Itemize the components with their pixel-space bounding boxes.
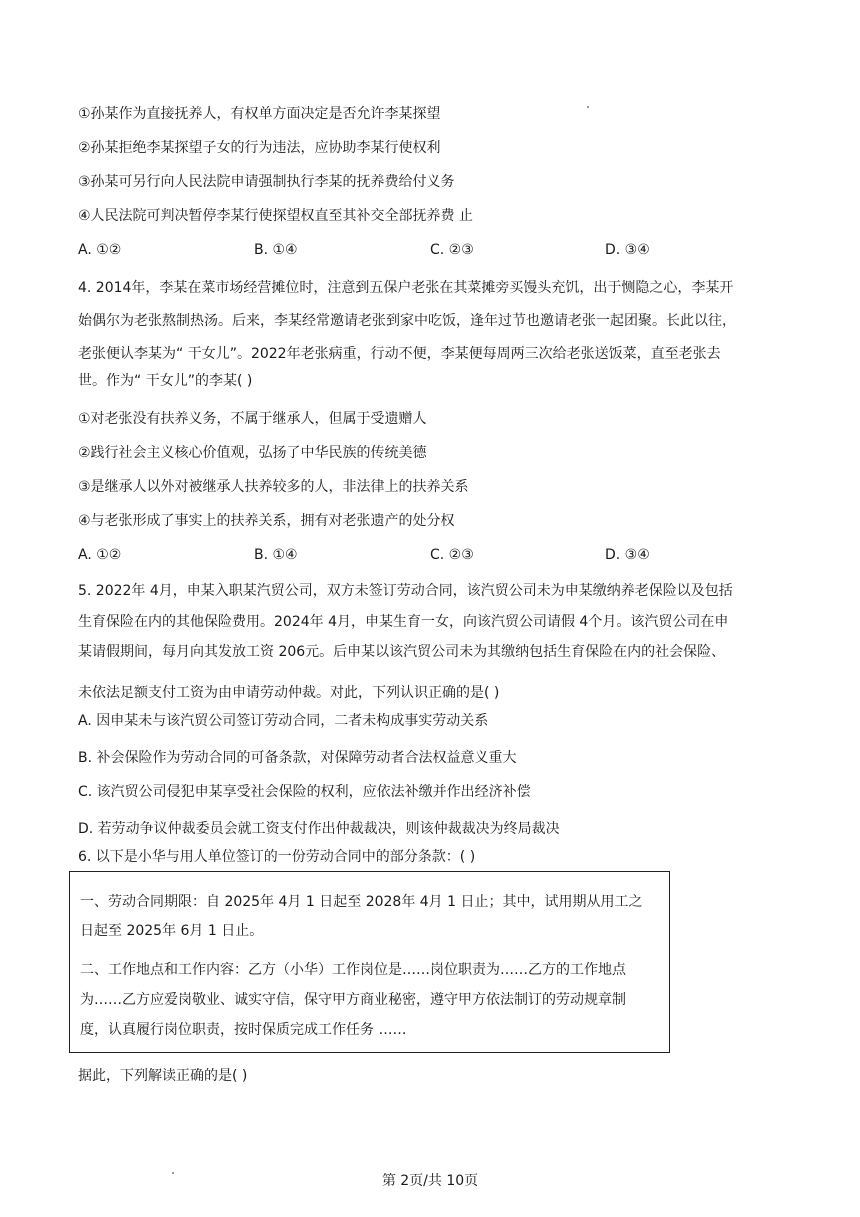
q6-stem: 6. 以下是小华与用人单位签订的一份劳动合同中的部分条款：( )	[78, 849, 476, 865]
q4-stem-line-2: 始偶尔为老张熬制热汤。后来，李某经常邀请老张到家中吃饭，逢年过节也邀请老张一起团聚。长此以往，	[78, 313, 736, 329]
contract-clause-2-line-3: 度，认真履行岗位职责，按时保质完成工作任务 ……	[80, 1022, 407, 1038]
q4-option-b: B. ①④	[254, 547, 298, 563]
q4-item-3: ③是继承人以外对被继承人扶养较多的人，非法律上的扶养关系	[78, 479, 469, 495]
q3-option-c: C. ②③	[430, 242, 474, 258]
contract-clause-2-line-2: 为……乙方应爱岗敬业、诚实守信，保守甲方商业秘密，遵守甲方依法制订的劳动规章制	[80, 992, 626, 1008]
q3-item-1: ①孙某作为直接抚养人，有权单方面决定是否允许李某探望	[78, 106, 441, 122]
q3-option-b: B. ①④	[254, 242, 298, 258]
q4-stem-line-1: 4. 2014年，李某在菜市场经营摊位时，注意到五保户老张在其菜摊旁买馒头充饥，出于恻隐之心，李某开	[78, 280, 734, 296]
q5-stem-line-2: 生育保险在内的其他保险费用。2024年 4月，申某生育一女，向该汽贸公司请假 4个月。该汽贸公司在申	[78, 614, 729, 630]
q3-option-a: A. ①②	[78, 242, 122, 258]
q4-option-c: C. ②③	[430, 547, 474, 563]
scan-speck	[587, 106, 589, 108]
q5-stem-line-4: 未依法足额支付工资为由申请劳动仲裁。对此，下列认识正确的是( )	[78, 685, 500, 701]
q4-item-4: ④与老张形成了事实上的扶养关系，拥有对老张遗产的处分权	[78, 513, 455, 529]
contract-clause-1-line-2: 日起至 2025年 6月 1 日止。	[80, 923, 264, 939]
q5-stem-line-3: 某请假期间，每月向其发放工资 206元。后申某以该汽贸公司未为其缴纳包括生育保险在内的社会保险、	[78, 644, 726, 660]
q4-stem-line-3: 老张便认李某为“ 干女儿”。2022年老张病重，行动不便，李某便每周两三次给老张送饭菜，直至老张去	[78, 346, 721, 362]
q3-item-4: ④人民法院可判决暂停李某行使探望权直至其补交全部抚养费 止	[78, 208, 473, 224]
contract-clause-2-line-1: 二、工作地点和工作内容：乙方（小华）工作岗位是……岗位职责为……乙方的工作地点	[80, 962, 626, 978]
q6-after-text: 据此，下列解读正确的是( )	[78, 1068, 248, 1084]
q3-item-3: ③孙某可另行向人民法院申请强制执行李某的抚养费给付义务	[78, 174, 455, 190]
q3-option-d: D. ③④	[605, 242, 650, 258]
q4-stem-line-4: 世。作为“ 干女儿”的李某( )	[78, 373, 253, 389]
q5-stem-line-1: 5. 2022年 4月，申某入职某汽贸公司，双方未签订劳动合同，该汽贸公司未为申某缴纳养老保险以及包括	[78, 583, 733, 599]
page-number: 第 2页/共 10页	[381, 1173, 479, 1189]
q5-option-d: D. 若劳动争议仲裁委员会就工资支付作出仲裁裁决，则该仲裁裁决为终局裁决	[78, 821, 560, 837]
q4-option-a: A. ①②	[78, 547, 122, 563]
q5-option-b: B. 补会保险作为劳动合同的可备条款，对保障劳动者合法权益意义重大	[78, 750, 517, 766]
contract-excerpt-box	[69, 871, 670, 1053]
q5-option-c: C. 该汽贸公司侵犯申某享受社会保险的权利，应依法补缴并作出经济补偿	[78, 784, 531, 800]
q5-option-a: A. 因申某未与该汽贸公司签订劳动合同，二者未构成事实劳动关系	[78, 713, 489, 729]
contract-clause-1-line-1: 一、劳动合同期限：自 2025年 4月 1 日起至 2028年 4月 1 日止；其中，试用期从用工之	[80, 894, 643, 910]
q4-item-1: ①对老张没有扶养义务，不属于继承人，但属于受遗赠人	[78, 411, 427, 427]
q4-item-2: ②践行社会主义核心价值观，弘扬了中华民族的传统美德	[78, 445, 427, 461]
q3-item-2: ②孙某拒绝李某探望子女的行为违法，应协助李某行使权利	[78, 140, 441, 156]
q4-option-d: D. ③④	[605, 547, 650, 563]
